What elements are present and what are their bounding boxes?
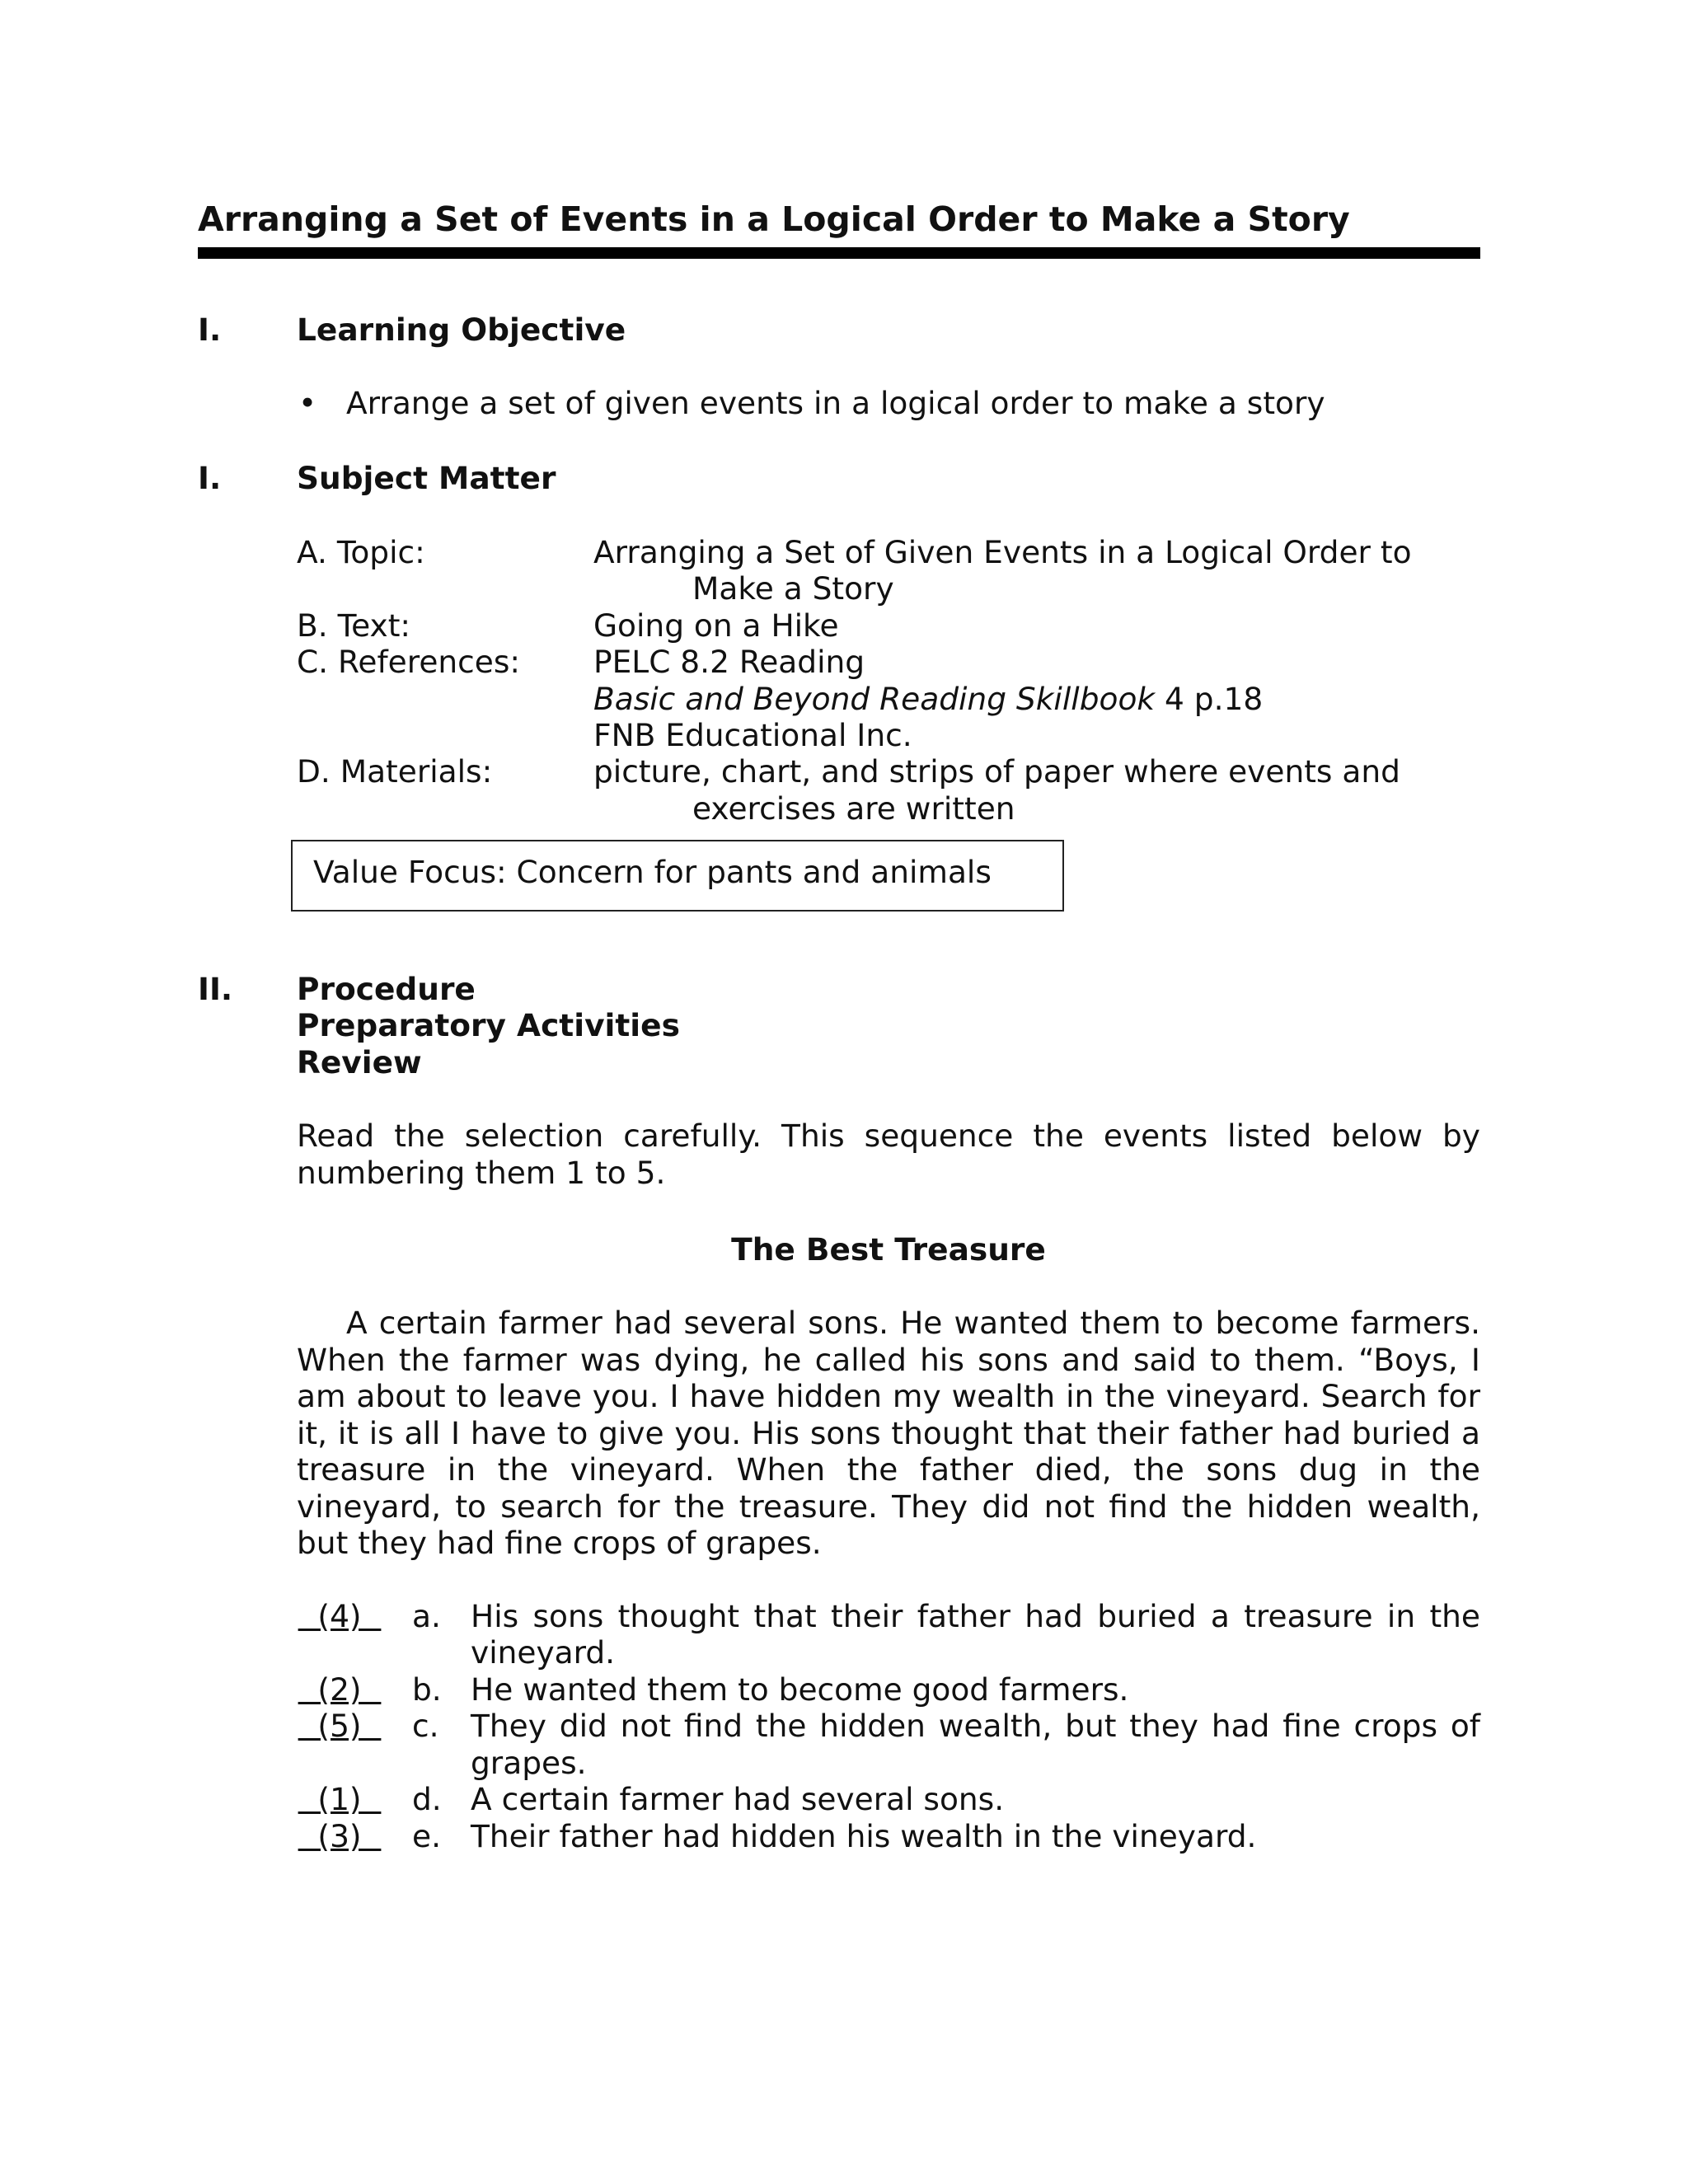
page-title: Arranging a Set of Events in a Logical Order to Make a Story <box>198 199 1350 239</box>
item-letter: e. <box>412 1818 441 1854</box>
item-text: His sons thought that their father had buried a treasure in the <box>471 1598 1480 1634</box>
story-title: The Best Treasure <box>731 1231 1046 1268</box>
preparatory-activities-heading: Preparatory Activities <box>297 1007 680 1043</box>
materials-label: D. Materials: <box>297 753 493 790</box>
item-text: He wanted them to become good farmers. <box>471 1671 1129 1708</box>
story-line: am about to leave you. I have hidden my wealth in the vineyard. Search for <box>297 1378 1480 1414</box>
story-line: treasure in the vineyard. When the father died, the sons dug in the <box>297 1451 1480 1488</box>
item-text: A certain farmer had several sons. <box>471 1781 1005 1817</box>
title-rule <box>198 247 1480 259</box>
objective-heading: Learning Objective <box>297 312 626 348</box>
story-line: When the farmer was dying, he called his sons and said to them. “Boys, I <box>297 1342 1480 1378</box>
instructions-line2: numbering them 1 to 5. <box>297 1155 666 1191</box>
materials-value-line2: exercises are written <box>692 790 1015 827</box>
objective-numeral: I. <box>198 312 222 348</box>
item-letter: c. <box>412 1708 439 1744</box>
instructions-line1: Read the selection carefully. This sequence the events listed below by <box>297 1118 1480 1154</box>
reference-line2 <box>593 681 1263 718</box>
item-letter: a. <box>412 1598 441 1634</box>
objective-item: Arrange a set of given events in a logical order to make a story <box>346 385 1325 421</box>
answer-blank: (5) <box>298 1708 382 1744</box>
item-letter: b. <box>412 1671 442 1708</box>
subject-matter-heading: Subject Matter <box>297 460 556 496</box>
reference-book-page: 4 p.18 <box>1155 681 1264 717</box>
references-label: C. References: <box>297 644 521 680</box>
answer-blank: (1) <box>298 1781 382 1817</box>
item-text: Their father had hidden his wealth in the vineyard. <box>471 1818 1257 1854</box>
story-line: it, it is all I have to give you. His sons thought that their father had buried a <box>297 1415 1480 1451</box>
procedure-numeral: II. <box>198 971 233 1007</box>
text-value: Going on a Hike <box>593 607 839 644</box>
subject-matter-numeral: I. <box>198 460 222 496</box>
reference-line3: FNB Educational Inc. <box>593 717 912 753</box>
value-focus-text: Value Focus: Concern for pants and animals <box>313 854 992 890</box>
answer-blank: (4) <box>298 1598 382 1634</box>
item-letter: d. <box>412 1781 442 1817</box>
topic-value-line2: Make a Story <box>692 570 894 607</box>
review-heading: Review <box>297 1044 422 1080</box>
story-line: A certain farmer had several sons. He wanted them to become farmers. <box>346 1305 1480 1341</box>
materials-value-line1: picture, chart, and strips of paper where events and <box>593 753 1400 790</box>
answer-blank: (3) <box>298 1818 382 1854</box>
topic-label: A. Topic: <box>297 534 425 570</box>
procedure-heading: Procedure <box>297 971 476 1007</box>
reference-book-title: Basic and Beyond Reading Skillbook <box>593 681 1156 717</box>
story-line: vineyard, to search for the treasure. They did not find the hidden wealth, <box>297 1488 1480 1525</box>
topic-value-line1: Arranging a Set of Given Events in a Logical Order to <box>593 534 1412 570</box>
story-line: but they had fine crops of grapes. <box>297 1525 822 1561</box>
answer-blank: (2) <box>298 1671 382 1708</box>
item-text-continued: grapes. <box>471 1745 587 1781</box>
objective-bullet: • <box>298 385 317 421</box>
item-text-continued: vineyard. <box>471 1634 616 1671</box>
item-text: They did not find the hidden wealth, but they had fine crops of <box>471 1708 1480 1744</box>
reference-line1: PELC 8.2 Reading <box>593 644 865 680</box>
text-label: B. Text: <box>297 607 411 644</box>
